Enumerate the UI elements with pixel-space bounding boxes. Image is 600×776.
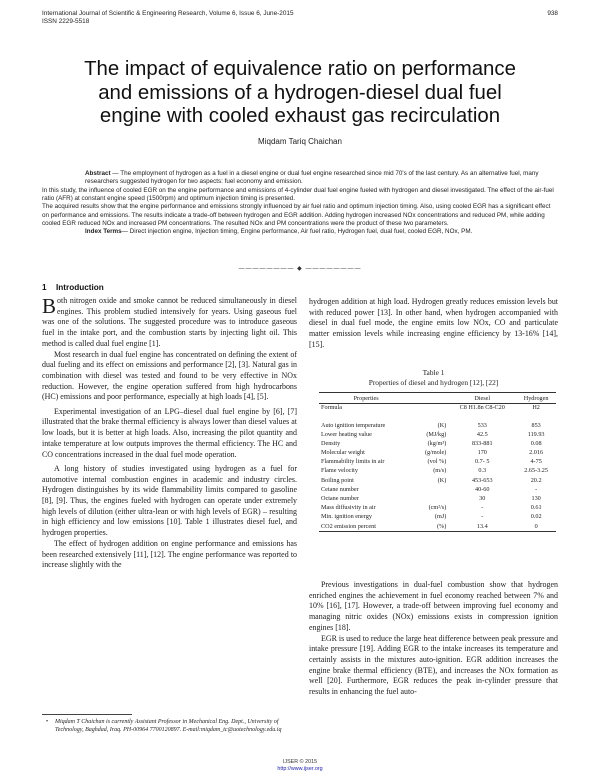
table-row [319, 477, 556, 486]
table-row [319, 449, 556, 458]
table-caption: Properties of diesel and hydrogen [12], [22] [368, 378, 499, 387]
table-cell [413, 486, 448, 495]
intro-paragraph-4: A long history of studies investigated using hydrogen as a fuel for automotive internal combustion engines in academic and industry circles. Hydrogen distinguishes by its wide flammability limits compared to gasoline [8], [9]. Thus, the engines fueled with hydrogen can operate under extremely high levels of dilution (either ultra-lean or with high levels of EGR) – resulting in high efficiency and low emissions [10]. Table 1 illustrates diesel fuel, and hydrogen properties. [42, 463, 297, 538]
table-cell [413, 495, 448, 504]
table-cell: Formula [321, 404, 342, 411]
footnote [46, 719, 295, 734]
table-cell: 2.016 [529, 449, 544, 457]
table-cell: C8 H1.8n C8-C20 [459, 404, 505, 411]
table-cell: H2 [532, 404, 540, 411]
table-header-cell [413, 393, 448, 404]
table-cell: 0 [516, 523, 556, 532]
abstract-paragraph-2: In this study, the influence of cooled EGR on the engine performance and emissions of 4-cylinder dual fuel engine fueled with hydrogen and diesel investigated. The effect of the air-fuel ratio (AFR) at constant engine speed (1500rpm) and optimum injection timing is presented. [42, 186, 554, 203]
table-cell: 0.08 [530, 439, 542, 447]
table-cell: 20.2 [530, 476, 542, 484]
table-cell: - [481, 504, 484, 512]
intro-paragraph-2: Most research in dual fuel engine has concentrated on defining the extent of dual fueling and its effect on emissions and performance [2], [3]. Natural gas in combination with diesel was tested and found to be very effective in NOx reduction. However, the engine operation suffered from high hydrocarbons (HC) emissions and poor performance, especially at high loads [4], [5]. [42, 349, 297, 402]
table-header-cell: Properties [319, 393, 413, 404]
paper-title: The impact of equivalence ratio on performance and emissions of a hydrogen-diesel dual fuel engine with cooled exhaust gas recirculation [84, 58, 516, 127]
table-header-row [319, 393, 556, 404]
table-cell: 30 [479, 495, 486, 502]
table-cell: 170 [477, 449, 487, 457]
table-cell: Lower heating value [321, 430, 372, 438]
table-cell: 13.4 [448, 523, 516, 532]
footnote-rule [42, 714, 132, 715]
table-row [319, 440, 556, 449]
table-cell: (MJ/kg) [426, 430, 447, 438]
table-cell: Auto ignition temperature [321, 421, 386, 429]
table-row [319, 486, 556, 495]
table-cell: 0.02 [530, 513, 542, 521]
table-label: Table 1 [422, 368, 445, 377]
table-cell: 453-653 [471, 476, 493, 484]
left-column [42, 296, 297, 571]
table-cell: (m/s) [433, 467, 447, 475]
index-terms-label: Index Terms [85, 228, 122, 236]
page-number: 938 [547, 10, 558, 17]
table-row [319, 504, 556, 513]
copyright: IJSER © 2015 [282, 759, 318, 765]
table-cell: Flammability limits in air [321, 458, 385, 466]
table-row [319, 431, 556, 440]
author-name: Miqdam Tariq Chaichan [258, 137, 342, 146]
intro-paragraph-1: Both nitrogen oxide and smoke cannot be reduced simultaneously in diesel engines. This problem studied intensively for years. Using gaseous fuel was one of the solutions. The suggested procedure was to introduce gaseous fuel in the intake port, and the combustion starts by injecting light oil. This method is called dual fuel engine [1]. [42, 294, 297, 348]
table-cell: 0.3 [478, 467, 487, 475]
table-cell: (K) [437, 476, 447, 484]
drop-cap: B [42, 294, 57, 318]
section-title: Introduction [56, 283, 104, 292]
table-cell: CO2 emission percent [319, 523, 413, 532]
table-cell: Mass diffusivity in air [321, 504, 376, 512]
table-cell: - [481, 513, 484, 521]
index-terms: — Direct injection engine, Injection timing, Engine performance, Air fuel ratio, Hydrogen fuel, dual fuel, cooled EGR, NOx, PM. [121, 228, 473, 236]
table-cell: (kg/m³) [427, 439, 447, 447]
page-header [42, 10, 558, 27]
table-cell: 2.65-3.25 [524, 467, 548, 475]
journal-link[interactable]: http://www.ijser.org [277, 765, 323, 772]
page-footer [0, 759, 600, 772]
issn: ISSN 2229-5518 [42, 18, 90, 26]
footnote-text: Miqdam T Chaichan is currently Assistant Professor in Mechanical Eng. Dept., University of Technology, Baghdad, Iraq. PH-00964 7700120897. E-mail:miqdam_tc@uotechnology.edu.iq [55, 719, 282, 733]
table-cell: (mJ) [434, 513, 447, 521]
table-cell: 533 [477, 421, 487, 429]
table-cell: (%) [413, 523, 448, 532]
table-cell: 0.7- 5 [475, 458, 490, 466]
table-cell [413, 404, 448, 422]
table-cell: Molecular weight [321, 449, 365, 457]
table-cell: 42.5 [476, 430, 488, 438]
abstract-label: Abstract [85, 170, 111, 177]
table-cell: 833-881 [471, 439, 493, 447]
right-column-bottom [309, 580, 558, 698]
table-row [319, 523, 556, 532]
abstract-paragraph-3: The acquired results show that the engine performance and emissions strongly influenced by air fuel ratio and optimum injection timing. Also, using cooled EGR has a significant effect on performance and emissions. The results indicate a trade-off between hydrogen and EGR addition. Adding hydrogen increased NOx concentrations and reduced PM, while adding cooled EGR reduced NOx and increased PM concentrations. The resulted NOx and PM concentrations were the product of these two parameters. [42, 203, 551, 228]
footnote-bullet: • [46, 719, 49, 725]
journal-name: International Journal of Scientific & Engineering Research, Volume 6, Issue 6, June-2015 [42, 10, 294, 17]
table-cell: 119.93 [527, 430, 545, 438]
table-row [319, 422, 556, 431]
table-row [319, 467, 556, 476]
intro-paragraph-3: Experimental investigation of an LPG–diesel dual fuel engine by [6], [7] illustrated that the brake thermal efficiency is always lower than diesel values at low loads, but it is better at high loads. Also, increasing the pilot quantity and intake temperature at low outputs improves the thermal efficiency. The HC and CO concentrations increased in the dual fuel mode operation. [42, 406, 297, 459]
table-cell: 4-75 [530, 458, 542, 466]
abstract [42, 170, 558, 237]
right-paragraph-2: Previous investigations in dual-fuel combustion show that hydrogen enriched engines the achievement in fuel economy reached between 7% and 10% [16], [17]. However, a trade-off between improving fuel economy and managing nitric oxides (NOx) emissions exists in compression ignition engines [18]. [309, 580, 558, 632]
right-paragraph-3: EGR is used to reduce the large heat difference between peak pressure and intake pressure [19]. Adding EGR to the intake increases its temperature and certainly assists in the mixtures auto-ignition. EGR addition increases the engine brake thermal efficiency (BTE), and increases the NOx formation as well [20]. Furthermore, EGR reduces the peak in-cylinder pressure that results in enhancing the fuel auto- [309, 633, 558, 697]
right-column-top [309, 297, 558, 351]
table-row [319, 404, 556, 422]
table-cell: Octane number [321, 495, 359, 502]
table-cell: Min. ignition energy [321, 513, 372, 521]
table-cell: (K) [437, 421, 447, 429]
section-divider: ———————— ◆ ———————— [238, 266, 362, 272]
table-header-cell: Diesel [448, 393, 516, 404]
table-cell: - [535, 485, 538, 493]
table-row [319, 513, 556, 522]
table-cell: Density [321, 439, 341, 447]
table-row [319, 458, 556, 467]
right-paragraph-1: hydrogen addition at high load. Hydrogen greatly reduces emission levels but with reduced power [13]. In other hand, when hydrogen accompanied with diesel in dual fuel mode, the engine emits low NOx, CO and particulate matter emission levels while increasing engine efficiency by 13-16% [14], [15]. [309, 297, 558, 349]
table-cell: (g/mole) [424, 449, 447, 457]
table-cell: 853 [531, 421, 541, 429]
properties-table [319, 392, 556, 532]
table-cell: Cetane number [321, 485, 359, 493]
table-header-cell: Hydrogen [516, 393, 556, 404]
table-cell: (vol %) [427, 458, 447, 466]
abstract-text: — The employment of hydrogen as a fuel in a diesel engine or dual fuel engine researched since mid 70's of the last century. As an alternative fuel, many researchers suggested hydrogen for two aspects: fuel economy and emission. [85, 170, 539, 186]
section-number: 1 [42, 283, 47, 292]
table-cell: Boiling point [321, 476, 354, 484]
table-cell: 40-60 [475, 485, 490, 493]
table-cell: 130 [531, 495, 541, 502]
table-cell: Flame velocity [321, 467, 358, 475]
section-heading [42, 283, 104, 292]
table-cell: (cm²/s) [428, 504, 447, 512]
table-row [319, 495, 556, 504]
table-cell: 0.61 [530, 504, 542, 512]
intro-paragraph-5: The effect of hydrogen addition on engine performance and emissions has been researched extensively [11], [12]. The engine performance was reported to increase slightly with the [42, 538, 297, 570]
